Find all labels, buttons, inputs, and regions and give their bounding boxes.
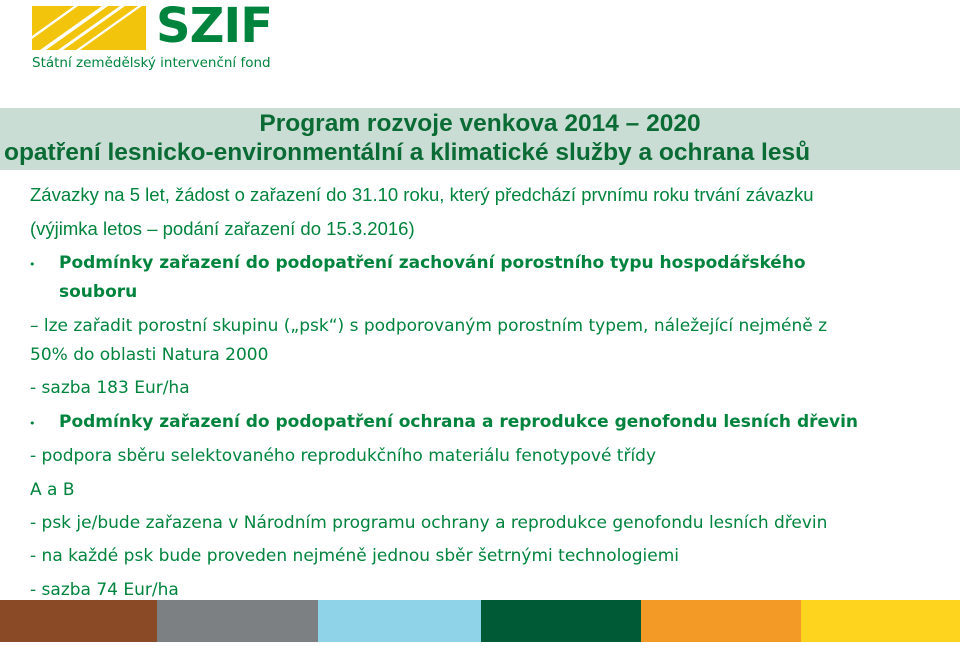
footer-strip-gray xyxy=(157,600,318,642)
footer-strip-orange xyxy=(641,600,801,642)
bullet-1-rate: - sazba 183 Eur/ha xyxy=(30,378,190,398)
bullet-icon: • xyxy=(29,258,36,271)
page-subtitle: opatření lesnicko-environmentální a klimatické služby a ochrana lesů xyxy=(4,139,811,166)
footer-strip-lightblue xyxy=(318,600,481,642)
logo-subtitle: Státní zemědělský intervenční fond xyxy=(32,55,271,71)
intro-line-1: Závazky na 5 let, žádost o zařazení do 31.10 roku, který předchází prvnímu roku trvání závazku xyxy=(30,184,814,205)
bullet-1-heading: Podmínky zařazení do podopatření zachování porostního typu hospodářského xyxy=(59,253,806,273)
bullet-2-text-1: - podpora sběru selektovaného reprodukčního materiálu fenotypové třídy xyxy=(30,446,657,466)
bullet-2-heading: Podmínky zařazení do podopatření ochrana a reprodukce genofondu lesních dřevin xyxy=(59,412,859,432)
bullet-2-rate: - sazba 74 Eur/ha xyxy=(30,580,179,600)
footer-strip-brown xyxy=(0,600,157,642)
bullet-1-text-2: 50% do oblasti Natura 2000 xyxy=(30,345,269,365)
footer-strip-darkgreen xyxy=(481,600,641,642)
intro-line-2: (výjimka letos – podání zařazení do 15.3.2016) xyxy=(30,218,415,239)
bullet-2-text-3: - psk je/bude zařazena v Národním programu ochrany a reprodukce genofondu lesních dřevin xyxy=(30,513,828,533)
bullet-icon: • xyxy=(29,417,36,430)
logo-mark-icon xyxy=(32,6,146,50)
bullet-1-heading-cont: souboru xyxy=(59,282,138,302)
bullet-2-text-4: - na každé psk bude proveden nejméně jednou sběr šetrnými technologiemi xyxy=(30,546,679,566)
szif-logo xyxy=(32,0,282,72)
footer-strip-yellow xyxy=(801,600,960,642)
logo-wordmark: SZIF xyxy=(156,0,273,54)
bullet-2-text-2: A a B xyxy=(30,480,75,500)
page-title: Program rozvoje venkova 2014 – 2020 xyxy=(259,110,701,137)
bullet-1-text-1: – lze zařadit porostní skupinu („psk“) s podporovaným porostním typem, náležející nejméně z xyxy=(30,316,828,336)
